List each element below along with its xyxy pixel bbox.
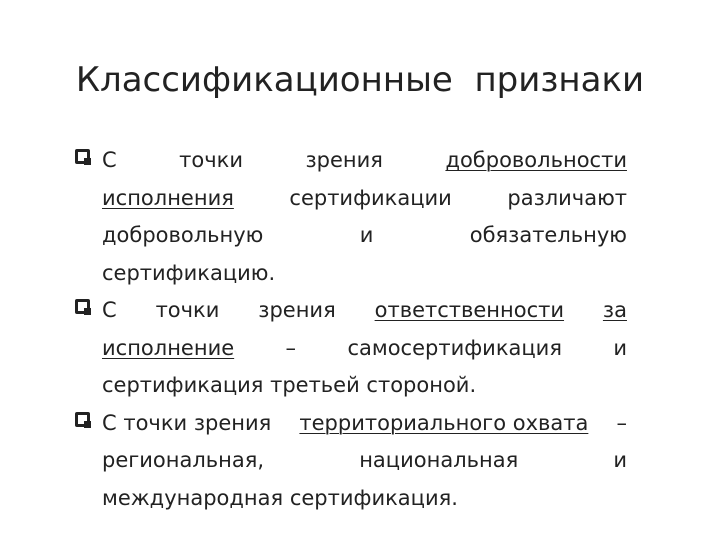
text-segment: национальная bbox=[359, 448, 519, 472]
text-segment: региональная, bbox=[102, 448, 265, 472]
checkbox-bullet-icon bbox=[74, 148, 92, 166]
bullet-line bbox=[102, 217, 627, 255]
text-segment: С bbox=[102, 148, 117, 172]
text-segment: С bbox=[102, 298, 117, 322]
text-segment: самосертификация bbox=[347, 335, 562, 360]
text-segment: С точки зрения bbox=[102, 410, 272, 435]
bullet-item bbox=[74, 142, 627, 292]
text-segment: и bbox=[613, 335, 627, 360]
text-segment: зрения bbox=[258, 298, 336, 322]
text-segment: точки bbox=[179, 148, 243, 172]
checkbox-bullet-icon bbox=[74, 411, 92, 429]
text-segment: обязательную bbox=[469, 223, 627, 247]
underlined-term: исполнения bbox=[102, 185, 234, 210]
bullet-line bbox=[102, 142, 627, 180]
underlined-term: добровольности bbox=[445, 148, 627, 172]
bullet-line bbox=[102, 367, 627, 405]
bullet-line bbox=[102, 480, 627, 518]
underlined-term: ответственности bbox=[374, 298, 565, 322]
checkbox-bullet-icon bbox=[74, 298, 92, 316]
underlined-term: исполнение bbox=[102, 335, 235, 360]
underlined-term: территориального охвата bbox=[299, 410, 589, 435]
text-segment: различают bbox=[507, 185, 627, 210]
text-segment: зрения bbox=[305, 148, 383, 172]
text-segment: добровольную bbox=[102, 223, 264, 247]
text-segment: и bbox=[359, 223, 374, 247]
underlined-term: за bbox=[602, 298, 627, 322]
text-segment: – bbox=[285, 335, 297, 360]
text-segment: сертификация третьей стороной. bbox=[102, 373, 477, 397]
text-segment: точки bbox=[155, 298, 220, 322]
text-segment: и bbox=[613, 448, 627, 472]
text-segment: – bbox=[616, 410, 627, 435]
slide-title: Классификационные признаки bbox=[75, 60, 645, 100]
text-segment: международная сертификация. bbox=[102, 485, 458, 510]
bullet-item bbox=[74, 405, 627, 518]
bullet-line bbox=[102, 330, 627, 368]
text-segment: сертификации bbox=[289, 185, 452, 210]
text-segment: сертификацию. bbox=[102, 260, 276, 285]
bullet-list bbox=[74, 142, 627, 517]
bullet-line bbox=[102, 255, 627, 293]
bullet-line bbox=[102, 292, 627, 330]
bullet-item bbox=[74, 292, 627, 405]
bullet-line bbox=[102, 405, 627, 443]
bullet-line bbox=[102, 180, 627, 218]
bullet-line bbox=[102, 442, 627, 480]
